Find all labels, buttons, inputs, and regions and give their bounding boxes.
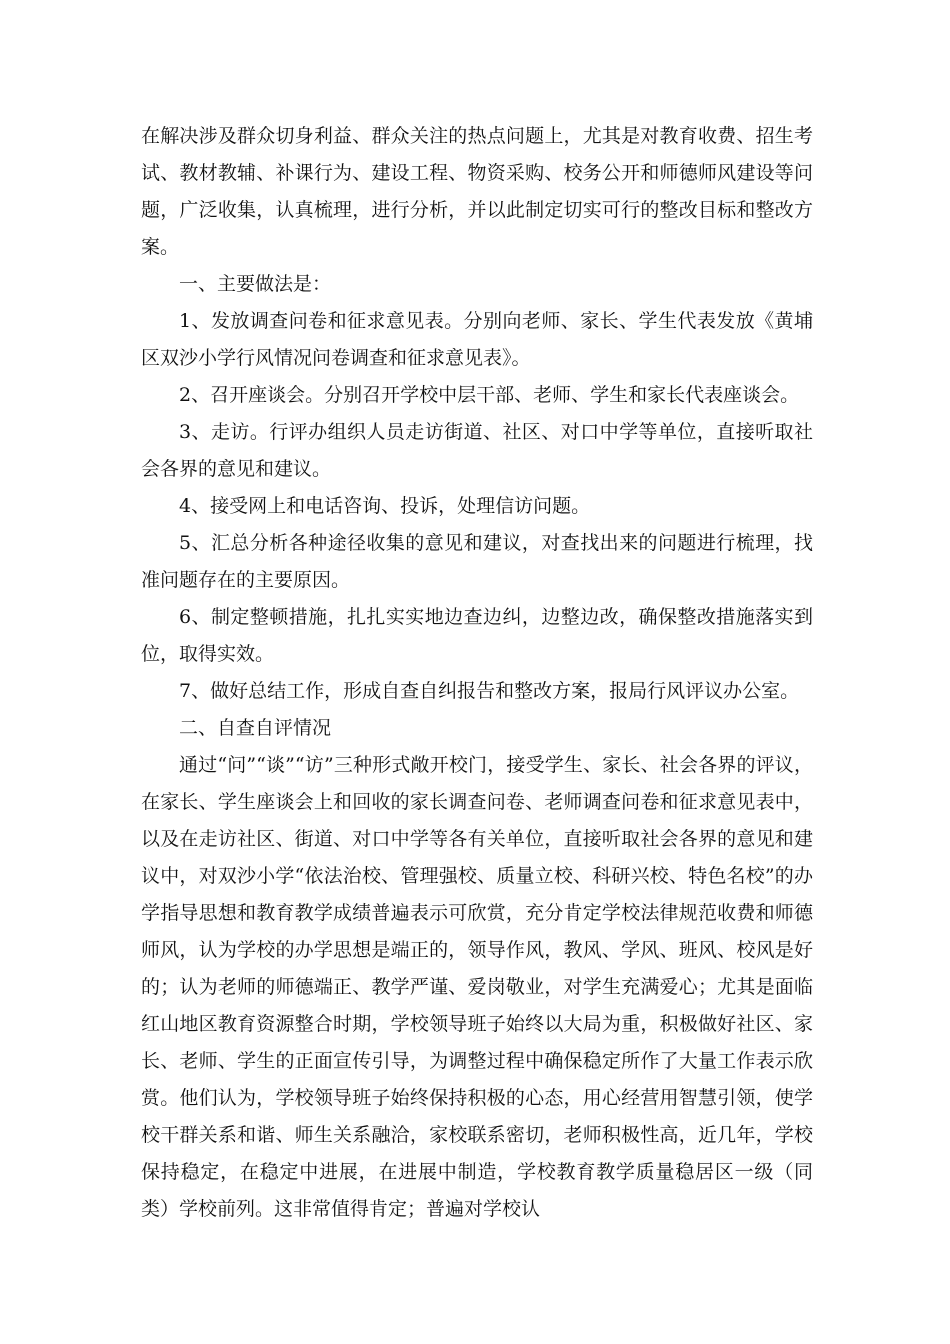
body-paragraph: 通过“问”“谈”“访”三种形式敞开校门，接受学生、家长、社会各界的评议，在家长、学生座谈会上和回收的家长调查问卷、老师调查问卷和征求意见表中，以及在走访社区、街道、对口中学等各有关单位，直接听取社会各界的意见和建议中，对双沙小学“依法治校、管理强校、质量立校、科研兴校、特色名校”的办学指导思想和教育教学成绩普遍表示可欣赏，充分肯定学校法律规范收费和师德师风，认为学校的办学思想是端正的，领导作风，教风、学风、班风、校风是好的；认为老师的师德端正、教学严谨、爱岗敬业，对学生充满爱心；尤其是面临红山地区教育资源整合时期，学校领导班子始终以大局为重，积极做好社区、家长、老师、学生的正面宣传引导，为调整过程中确保稳定所作了大量工作表示欣赏。他们认为，学校领导班子始终保持积极的心态，用心经营用智慧引领，使学校干群关系和谐、师生关系融洽，家校联系密切，老师积极性高，近几年，学校保持稳定，在稳定中进展，在进展中制造，学校教育教学质量稳居区一级（同类）学校前列。这非常值得肯定；普遍对学校认 — [141, 754, 813, 1220]
list-item-4: 4、接受网上和电话咨询、投诉，处理信访问题。 — [179, 495, 591, 517]
section-heading-self-evaluation: 二、自查自评情况 — [179, 717, 332, 739]
intro-paragraph: 在解决涉及群众切身利益、群众关注的热点问题上，尤其是对教育收费、招生考试、教材教辅、补课行为、建设工程、物资采购、校务公开和师德师风建设等问题，广泛收集，认真梳理，进行分析，并以此制定切实可行的整改目标和整改方案。 — [141, 125, 813, 258]
list-item-7: 7、做好总结工作，形成自查自纠报告和整改方案，报局行风评议办公室。 — [179, 680, 800, 702]
document-page — [141, 118, 813, 1228]
list-item-3: 3、走访。行评办组织人员走访街道、社区、对口中学等单位，直接听取社会各界的意见和建议。 — [141, 421, 813, 480]
section-heading-main-methods: 一、主要做法是： — [179, 273, 332, 295]
list-item-2: 2、召开座谈会。分别召开学校中层干部、老师、学生和家长代表座谈会。 — [179, 384, 800, 406]
list-item-1: 1、发放调查问卷和征求意见表。分别向老师、家长、学生代表发放《黄埔区双沙小学行风情况问卷调查和征求意见表》。 — [141, 310, 813, 369]
list-item-6: 6、制定整顿措施，扎扎实实地边查边纠，边整边改，确保整改措施落实到位，取得实效。 — [141, 606, 813, 665]
list-item-5: 5、汇总分析各种途径收集的意见和建议，对查找出来的问题进行梳理，找准问题存在的主要原因。 — [141, 532, 813, 591]
